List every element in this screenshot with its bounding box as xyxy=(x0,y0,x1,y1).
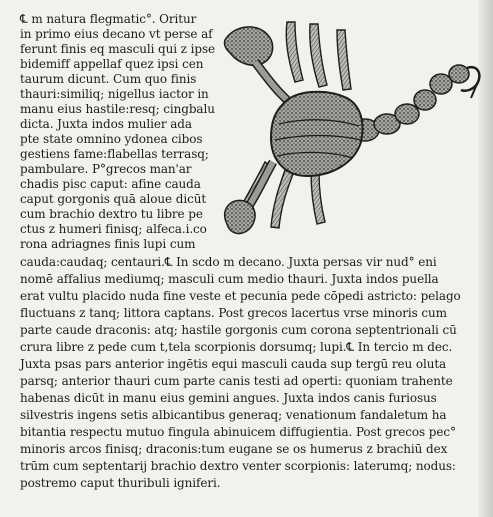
text-line: minoris arcos finisq; draconis:tum eugane se os humerus z brachiū dex xyxy=(20,442,448,456)
text-line: rona adriagnes finis lupi cum xyxy=(20,237,196,251)
scorpion-woodcut-illustration xyxy=(215,12,485,262)
text-line: silvestris ingens setis albicantibus generaq; venationum fandaletum ha xyxy=(20,408,447,422)
text-line: ℄ m natura flegmatic°. Oritur xyxy=(20,12,197,26)
text-line: caput gorgonis quā aloue dicūt xyxy=(20,192,207,206)
text-line: trūm cum septentarij brachio dextro venter scorpionis: laterumq; nodus: xyxy=(20,459,456,473)
text-line: erat vultu placido nuda fine veste et pecunia pede cōpedi astricto: pelago xyxy=(20,289,461,303)
text-line: fluctuans z tanq; littora captans. Post grecos lacertus vrse minoris cum xyxy=(20,306,447,320)
text-line: Juxta psas pars anterior ingētis equi masculi cauda sup tergū reu oluta xyxy=(20,357,447,371)
text-line: parsq; anterior thauri cum parte canis testi ad operti: quoniam trahente xyxy=(20,374,453,388)
text-line: postremo caput thuribuli igniferi. xyxy=(20,476,221,490)
text-line: bidemiff appellaf quez ipsi cen xyxy=(20,57,204,71)
text-line: pambulare. P°grecos man'ar xyxy=(20,162,192,176)
text-line: ferunt finis eq masculi qui z ipse xyxy=(20,42,215,56)
text-line: ctus z humeri finisq; alfeca.i.co xyxy=(20,222,207,236)
text-line: cauda:caudaq; centauri.℄ In scdo m decano. Juxta persas vir nud° eni xyxy=(20,255,437,269)
text-line: bitantia respectu mutuo fingula abinuicem diffugientia. Post grecos pec° xyxy=(20,425,456,439)
text-line: crura libre z pede cum t,tela scorpionis dorsumq; lupi.℄ In tercio m dec. xyxy=(20,340,453,354)
text-line: gestiens fame:flabellas terrasq; xyxy=(20,147,209,161)
text-line: chadis pisc caput: afine cauda xyxy=(20,177,201,191)
text-line: pte state omnino ydonea cibos xyxy=(20,132,203,146)
text-line: thauri:similiq; nigellus iactor in xyxy=(20,87,209,101)
text-line: dicta. Juxta indos mulier ada xyxy=(20,117,192,131)
text-line: nomē affalius mediumq; masculi cum medio thauri. Juxta indos puella xyxy=(20,272,439,286)
text-line: habenas dicūt in manu eius gemini angues. Juxta indos canis furiosus xyxy=(20,391,437,405)
text-line: parte caude draconis: atq; hastile gorgonis cum corona septentrionali cū xyxy=(20,323,457,337)
text-line: in primo eius decano vt perse af xyxy=(20,27,213,41)
text-line: taurum dicunt. Cum quo finis xyxy=(20,72,197,86)
text-line: manu eius hastile:resq; cingbalu xyxy=(20,102,215,116)
text-line: cum brachio dextro tu libre pe xyxy=(20,207,203,221)
